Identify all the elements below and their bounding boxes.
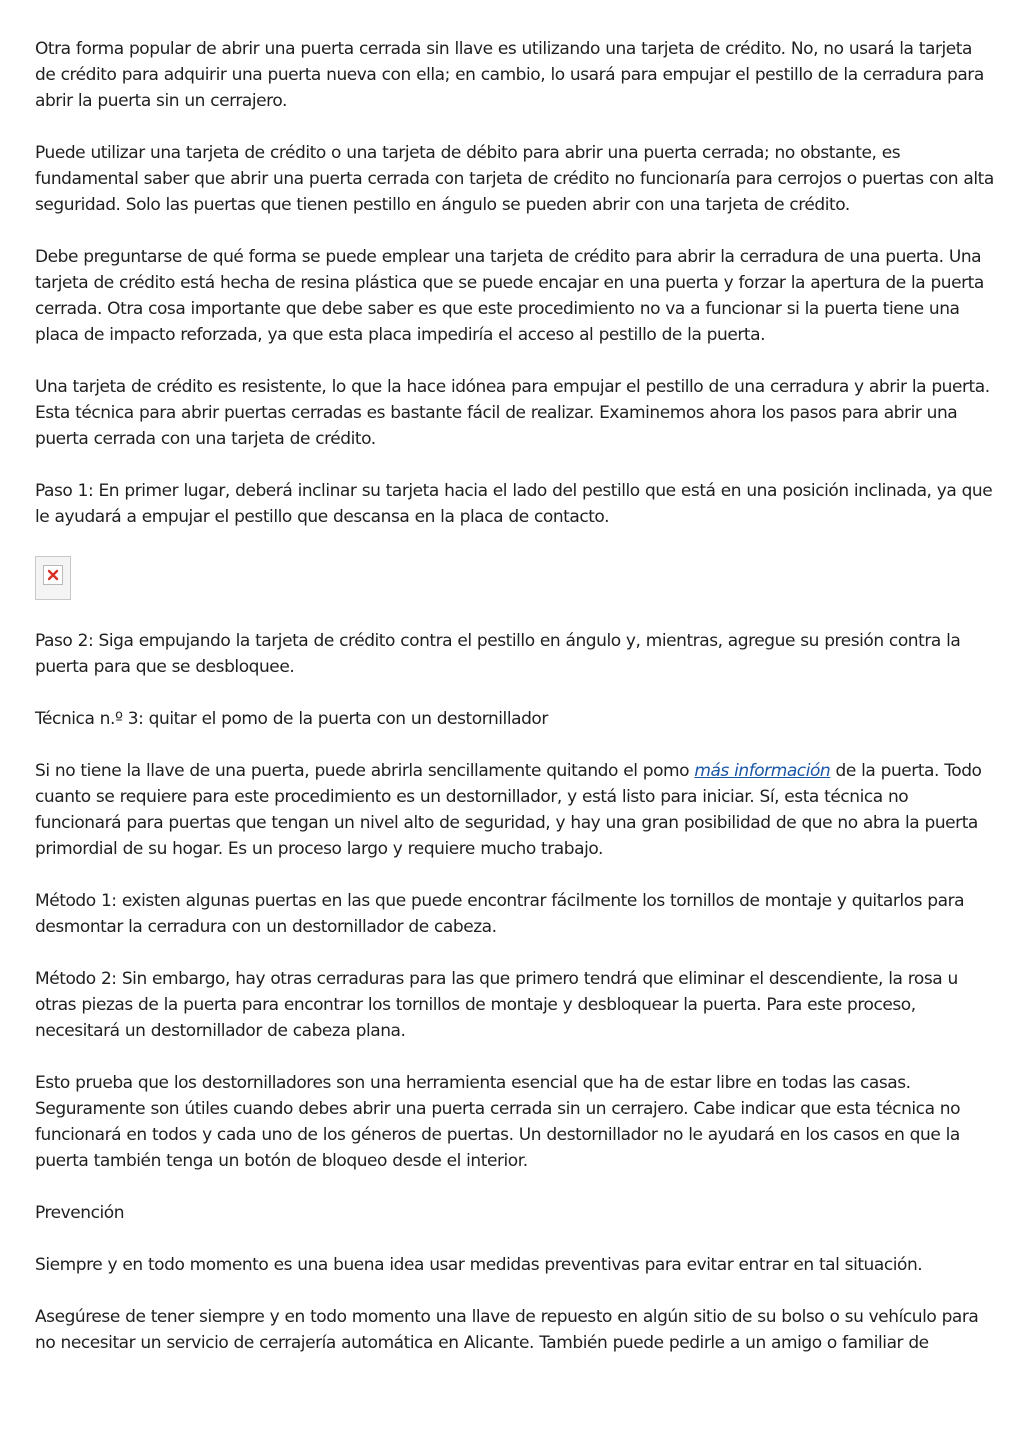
paragraph-credit-card-resistant: Una tarjeta de crédito es resistente, lo que la hace idónea para empujar el pestillo de una cerradura y abrir la puerta. Esta técnica para abrir puertas cerradas es bastante fácil de realizar. Examinemos ahora los pasos para abrir una puerta cerrada con una tarjeta de crédito.	[35, 377, 990, 449]
paragraph-step-1: Paso 1: En primer lugar, deberá inclinar su tarjeta hacia el lado del pestillo que está en una posición inclinada, ya que le ayudará a empujar el pestillo que descansa en la placa de contacto.	[35, 481, 993, 527]
paragraph-remove-knob	[35, 758, 995, 862]
section-heading-prevention: Prevención	[35, 1203, 125, 1223]
paragraph-prevention-measures: Siempre y en todo momento es una buena idea usar medidas preventivas para evitar entrar en tal situación.	[35, 1255, 923, 1275]
more-info-link[interactable]: más información	[694, 761, 831, 781]
paragraph-screwdrivers: Esto prueba que los destornilladores son una herramienta esencial que ha de estar libre en todas las casas. Seguramente son útiles cuando debes abrir una puerta cerrada sin un cerrajero. Cabe indicar que esta técnica no funcionará en todos y cada uno de los géneros de puertas. Un destornillador no le ayudará en los casos en que la puerta también tenga un botón de bloqueo desde el interior.	[35, 1073, 961, 1171]
paragraph-remove-knob-after: de la puerta. Todo cuanto se requiere para este procedimiento es un destornillador, y está listo para iniciar. Sí, esta técnica no funcionará para puertas que tengan un nivel alto de seguridad, y hay una gran posibilidad de que no abra la puerta primordial de su hogar. Es un proceso largo y requiere mucho trabajo.	[35, 761, 982, 859]
paragraph-remove-knob-before: Si no tiene la llave de una puerta, puede abrirla sencillamente quitando el pomo	[35, 761, 695, 781]
section-heading-technique-3: Técnica n.º 3: quitar el pomo de la puerta con un destornillador	[35, 709, 548, 729]
paragraph-credit-card-intro: Otra forma popular de abrir una puerta cerrada sin llave es utilizando una tarjeta de crédito. No, no usará la tarjeta de crédito para adquirir una puerta nueva con ella; en cambio, lo usará para empujar el pestillo de la cerradura para abrir la puerta sin un cerrajero.	[35, 39, 984, 111]
paragraph-credit-card-how: Debe preguntarse de qué forma se puede emplear una tarjeta de crédito para abrir la cerradura de una puerta. Una tarjeta de crédito está hecha de resina plástica que se puede encajar en una puerta y forzar la apertura de la puerta cerrada. Otra cosa importante que debe saber es que este procedimiento no va a funcionar si la puerta tiene una placa de impacto reforzada, ya que esta placa impediría el acceso al pestillo de la puerta.	[35, 247, 984, 345]
broken-image-frame	[43, 565, 63, 585]
broken-image-icon	[35, 556, 71, 600]
paragraph-step-2: Paso 2: Siga empujando la tarjeta de crédito contra el pestillo en ángulo y, mientras, agregue su presión contra la puerta para que se desbloquee.	[35, 631, 961, 677]
paragraph-method-1: Método 1: existen algunas puertas en las que puede encontrar fácilmente los tornillos de montaje y quitarlos para desmontar la cerradura con un destornillador de cabeza.	[35, 891, 965, 937]
paragraph-spare-key: Asegúrese de tener siempre y en todo momento una llave de repuesto en algún sitio de su bolso o su vehículo para no necesitar un servicio de cerrajería automática en Alicante. También puede pedirle a un amigo o familiar de	[35, 1307, 979, 1353]
paragraph-credit-card-debit: Puede utilizar una tarjeta de crédito o una tarjeta de débito para abrir una puerta cerrada; no obstante, es fundamental saber que abrir una puerta cerrada con tarjeta de crédito no funcionaría para cerrojos o puertas con alta seguridad. Solo las puertas que tienen pestillo en ángulo se pueden abrir con una tarjeta de crédito.	[35, 143, 994, 215]
broken-image-x-icon	[47, 569, 59, 581]
paragraph-method-2: Método 2: Sin embargo, hay otras cerraduras para las que primero tendrá que eliminar el descendiente, la rosa u otras piezas de la puerta para encontrar los tornillos de montaje y desbloquear la puerta. Para este proceso, necesitará un destornillador de cabeza plana.	[35, 969, 958, 1041]
document-body	[35, 36, 995, 1382]
